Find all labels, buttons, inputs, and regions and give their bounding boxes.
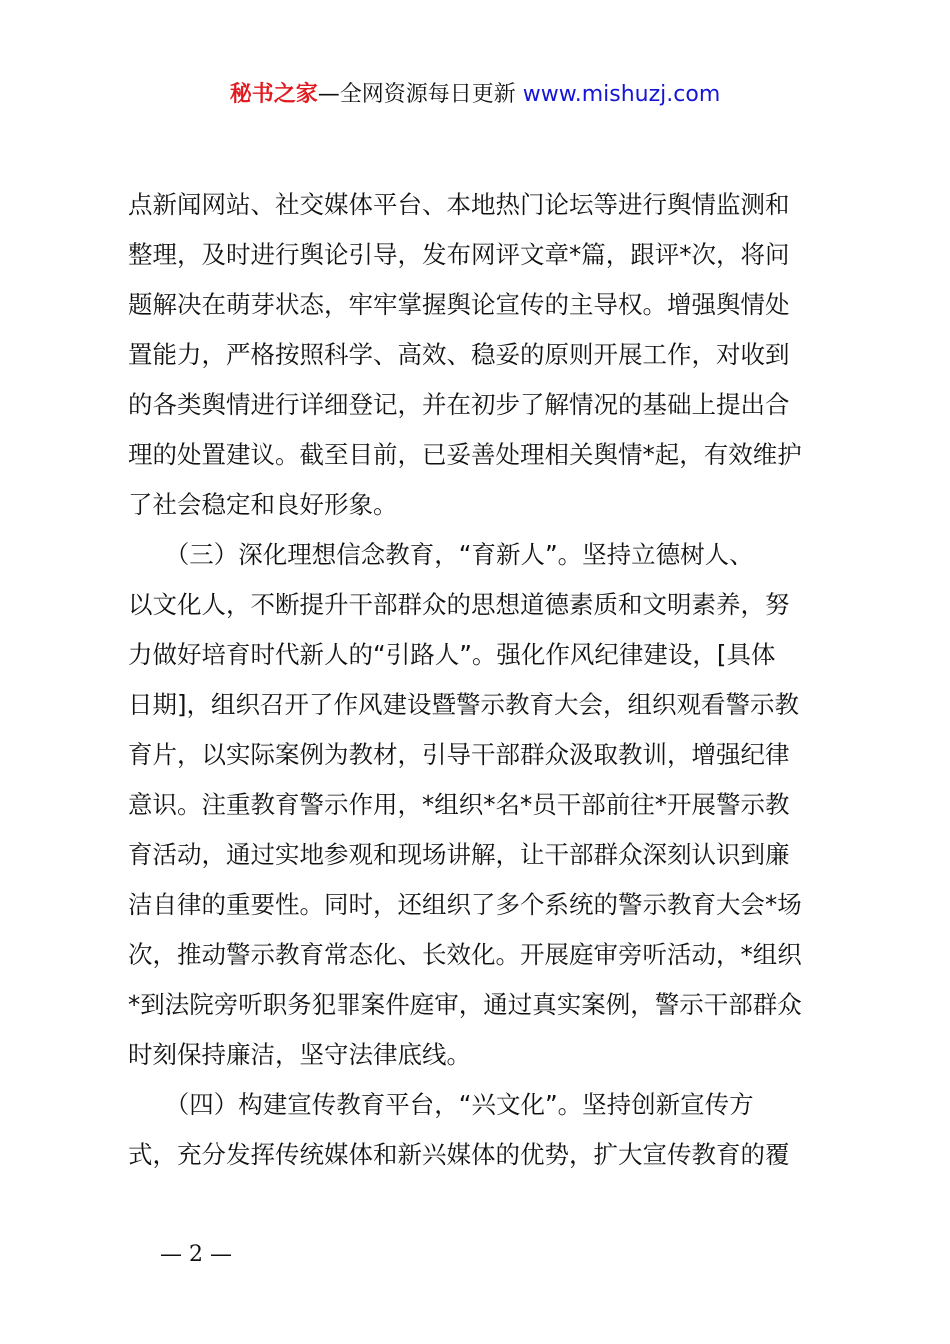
text-line: 的各类舆情进行详细登记，并在初步了解情况的基础上提出合 [128,390,790,419]
text-line: 题解决在萌芽状态，牢牢掌握舆论宣传的主导权。增强舆情处 [128,290,790,319]
text-line: 意识。注重教育警示作用，*组织*名*员干部前往*开展警示教 [128,790,790,819]
text-line: 时刻保持廉洁，坚守法律底线。 [128,1040,471,1069]
text-line: 日期]，组织召开了作风建设暨警示教育大会，组织观看警示教 [128,690,800,719]
text-line: 育活动，通过实地参观和现场讲解，让干部群众深刻认识到廉 [128,840,790,869]
text-line: 置能力，严格按照科学、高效、稳妥的原则开展工作，对收到 [128,340,790,369]
text-line: 以文化人，不断提升干部群众的思想道德素质和文明素养，努 [128,590,790,619]
page-header [0,78,950,112]
brand-name: 秘书之家 [229,82,318,107]
text-line: 次，推动警示教育常态化、长效化。开展庭审旁听活动，*组织 [128,940,802,969]
text-line: 点新闻网站、社交媒体平台、本地热门论坛等进行舆情监测和 [128,190,790,219]
section-four-heading-line: （四）构建宣传教育平台，“兴文化”。坚持创新宣传方 [128,1090,754,1119]
text-line: *到法院旁听职务犯罪案件庭审，通过真实案例，警示干部群众 [128,990,802,1019]
page-number: — 2 — [160,1242,232,1267]
text-line: 整理，及时进行舆论引导，发布网评文章*篇，跟评*次，将问 [128,240,790,269]
text-line: 式，充分发挥传统媒体和新兴媒体的优势，扩大宣传教育的覆 [128,1140,790,1169]
text-line: 力做好培育时代新人的“引路人”。强化作风纪律建设，[具体 [128,640,776,669]
text-line: 育片，以实际案例为教材，引导干部群众汲取教训，增强纪律 [128,740,790,769]
text-line: 洁自律的重要性。同时，还组织了多个系统的警示教育大会*场 [128,890,802,919]
text-line: 理的处置建议。截至目前，已妥善处理相关舆情*起，有效维护 [128,440,802,469]
text-line: 了社会稳定和良好形象。 [128,490,398,519]
site-url-link[interactable]: www.mishuzj.com [522,82,721,107]
section-three-heading-line: （三）深化理想信念教育，“育新人”。坚持立德树人、 [128,540,754,569]
document-body [128,180,848,1180]
header-tagline: —全网资源每日更新 [317,82,523,107]
